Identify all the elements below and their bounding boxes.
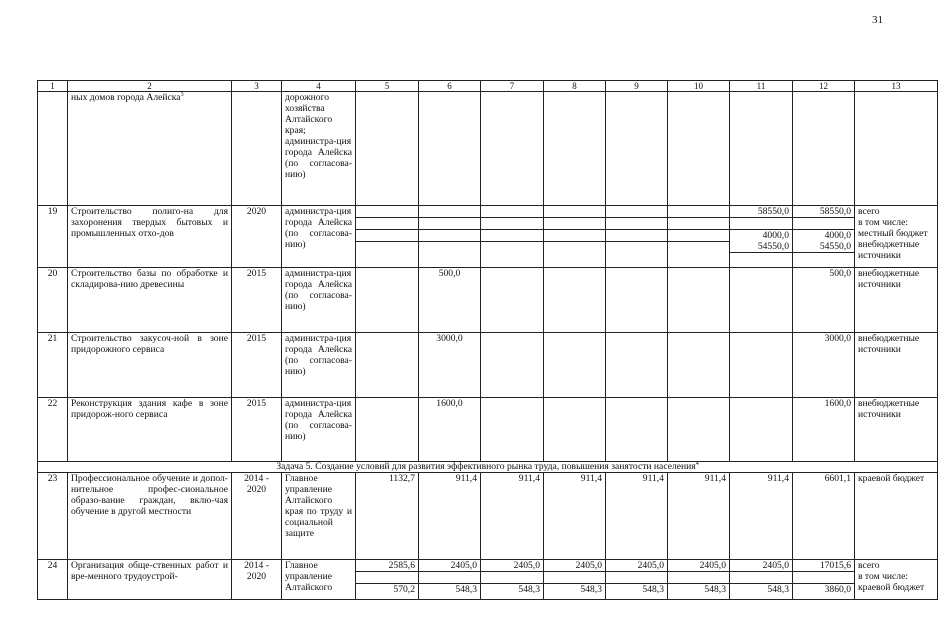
funding-cell: 911,4: [730, 473, 793, 560]
executor: Главное управление Алтайского: [282, 560, 356, 600]
row-number: 24: [38, 560, 68, 600]
table-row: [38, 92, 938, 206]
funding-cell: 2405,0 548,3: [668, 560, 730, 600]
funding-source: внебюджетные источники: [855, 398, 938, 462]
funding-cell: [419, 206, 481, 268]
funding-total: 6601,1: [793, 473, 855, 560]
header-cell: 1: [38, 81, 68, 92]
funding-cell: 2405,0 548,3: [606, 560, 668, 600]
header-cell: 6: [419, 81, 481, 92]
header-cell: 12: [793, 81, 855, 92]
table-row: [38, 206, 938, 268]
funding-cell: [356, 206, 419, 268]
measure-name: Профессиональное обучение и допол-нительное профес-сиональное образо-вание граждан, вклю-чая обучение в другой местности: [68, 473, 232, 560]
executor: администра-ция города Алейска (по согласова-нию): [282, 206, 356, 268]
funding-cell: [481, 206, 544, 268]
funding-cell: [668, 206, 730, 268]
measure-name: ных домов города Алейска$^3$: [68, 92, 232, 206]
header-cell: 7: [481, 81, 544, 92]
funding-cell: [544, 206, 606, 268]
row-number: 21: [38, 333, 68, 398]
measure-name: Строительство базы по обработке и складирова-нию древесины: [68, 268, 232, 333]
funding-cell: 2405,0 548,3: [544, 560, 606, 600]
year: 2015: [232, 398, 282, 462]
funding-source: всего в том числе: краевой бюджет: [855, 560, 938, 600]
header-row: [38, 81, 938, 92]
page-number: 31: [872, 14, 883, 26]
funding-total: 500,0: [793, 268, 855, 333]
funding-source: краевой бюджет: [855, 473, 938, 560]
funding-cell: 500,0: [419, 268, 481, 333]
row-number: 23: [38, 473, 68, 560]
program-measures-table: [37, 80, 938, 600]
funding-cell: 2405,0 548,3: [481, 560, 544, 600]
header-cell: 2: [68, 81, 232, 92]
funding-total: 1600,0: [793, 398, 855, 462]
funding-total: 17015,6 3860,0: [793, 560, 855, 600]
header-cell: 3: [232, 81, 282, 92]
funding-cell: 911,4: [419, 473, 481, 560]
executor: администра-ция города Алейска (по согласова-нию): [282, 398, 356, 462]
header-cell: 11: [730, 81, 793, 92]
measure-name: Строительство закусоч-ной в зоне придорожного сервиса: [68, 333, 232, 398]
executor: администра-ция города Алейска (по согласова-нию): [282, 268, 356, 333]
row-number: 19: [38, 206, 68, 268]
funding-cell: 3000,0: [419, 333, 481, 398]
header-cell: 9: [606, 81, 668, 92]
funding-cell: 911,4: [481, 473, 544, 560]
funding-total: 58550,0 4000,0 54550,0: [793, 206, 855, 268]
table-row: [38, 398, 938, 462]
table-row: [38, 333, 938, 398]
measure-name: Организация обще-ственных работ и вре-менного трудоустрой-: [68, 560, 232, 600]
row-number: 22: [38, 398, 68, 462]
table-row: [38, 268, 938, 333]
section-heading-row: [38, 462, 938, 473]
executor: администра-ция города Алейска (по согласова-нию): [282, 333, 356, 398]
measure-name: Строительство полиго-на для захоронения твердых бытовых и промышленных отхо-дов: [68, 206, 232, 268]
executor: Главное управление Алтайского края по труду и социальной защите: [282, 473, 356, 560]
funding-cell: [606, 206, 668, 268]
table-row: [38, 473, 938, 560]
section-heading: Задача 5. Создание условий для развития эффективного рынка труда, повышения занятости населения$^4$: [38, 462, 938, 473]
funding-source: внебюджетные источники: [855, 268, 938, 333]
measure-name: Реконструкция здания кафе в зоне придорож-ного сервиса: [68, 398, 232, 462]
funding-cell: 911,4: [544, 473, 606, 560]
funding-cell: 1132,7: [356, 473, 419, 560]
year: 2014 - 2020: [232, 560, 282, 600]
header-cell: 4: [282, 81, 356, 92]
funding-cell: 2405,0 548,3: [419, 560, 481, 600]
year: 2015: [232, 333, 282, 398]
year: 2015: [232, 268, 282, 333]
funding-source: внебюджетные источники: [855, 333, 938, 398]
header-cell: 13: [855, 81, 938, 92]
header-cell: 5: [356, 81, 419, 92]
executor: дорожного хозяйства Алтайского края; администра-ция города Алейска (по согласова-нию): [282, 92, 356, 206]
funding-cell: 1600,0: [419, 398, 481, 462]
funding-cell: 911,4: [606, 473, 668, 560]
table-row: [38, 560, 938, 600]
funding-cell: 2405,0 548,3: [730, 560, 793, 600]
funding-source: всего в том числе: местный бюджет внебюджетные источники: [855, 206, 938, 268]
year: 2020: [232, 206, 282, 268]
funding-total: 3000,0: [793, 333, 855, 398]
year: 2014 - 2020: [232, 473, 282, 560]
funding-cell: 911,4: [668, 473, 730, 560]
header-cell: 10: [668, 81, 730, 92]
header-cell: 8: [544, 81, 606, 92]
funding-cell: 2585,6 570,2: [356, 560, 419, 600]
row-number: 20: [38, 268, 68, 333]
funding-cell: 58550,0 4000,0 54550,0: [730, 206, 793, 268]
